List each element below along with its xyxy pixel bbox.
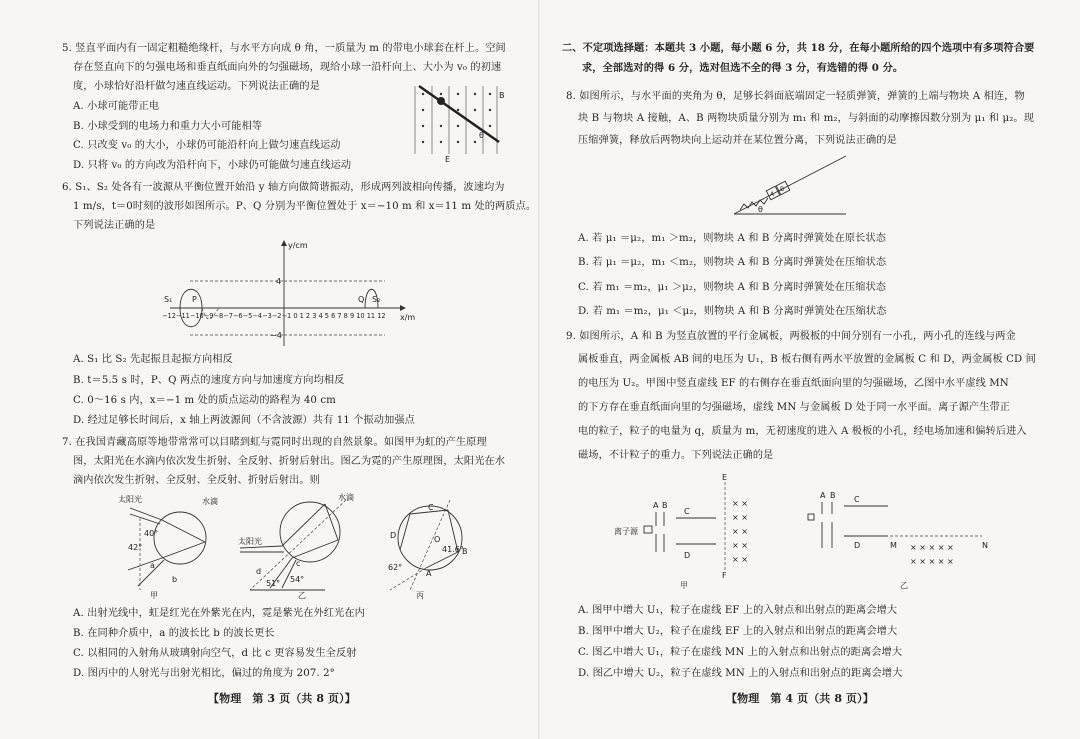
q9-stem-1: 9. 如图所示，A 和 B 为竖直放置的平行金属板，两极板的中间分别有一小孔，两小孔的连线与两金	[566, 331, 1016, 342]
q7-fig2-drop: 水滴	[338, 493, 354, 502]
q9-fig1-e: E	[722, 473, 728, 482]
q6-wave-figure	[160, 238, 430, 348]
q7-stem-2: 图，太阳光在水滴内依次发生折射、全反射、折射后射出。图乙为霓的产生原理图，太阳光在水	[73, 456, 506, 467]
q9-fig1-a: A	[653, 501, 659, 510]
q6-fig-q: Q	[358, 295, 365, 304]
q6-fig-s1: S₁	[164, 295, 173, 304]
q7-fig2-d: d	[256, 567, 262, 576]
q7-fig3-416: 41.6°	[442, 545, 464, 554]
q7-fig2-54: 54°	[290, 575, 305, 584]
q7-fig2-c: c	[296, 559, 301, 568]
q7-fig1-b: b	[172, 575, 178, 584]
q9-stem-6: 磁场，不计粒子的重力。下列说法正确的是	[578, 450, 774, 461]
q7-figures	[110, 490, 490, 600]
q8-incline-figure	[730, 152, 850, 217]
section-2-heading-1: 二、不定项选择题：本题共 3 小题，每小题 6 分，共 18 分，在每小题所给的四个选项中有多项符合要	[562, 42, 1035, 54]
right-page	[540, 0, 1080, 739]
q7-fig3-a: A	[426, 569, 432, 578]
q7-option-a: A. 出射光线中，虹是红光在外紫光在内，霓是紫光在外红光在内	[73, 608, 365, 619]
q7-fig3-o: O	[434, 535, 441, 544]
q6-fig-amp-neg: −4	[270, 331, 282, 340]
q8-fig-b: B	[780, 186, 785, 193]
q9-fig2-a: A	[820, 491, 826, 500]
q6-stem-2: 1 m/s，t＝0时刻的波形如图所示。P、Q 分别为平衡位置处于 x＝−10 m 和 x＝11 m 处的两质点。	[73, 201, 537, 212]
svg-text:× ×: × ×	[732, 527, 748, 536]
q8-stem-3: 压缩弹簧，释放后两物块向上运动并在某位置分离，下列说法正确的是	[578, 135, 897, 146]
q5-figure	[405, 82, 505, 162]
q7-fig3-caption: 丙	[416, 591, 424, 600]
q5-stem-2: 存在竖直向下的匀强电场和垂直纸面向外的匀强磁场，现给小球一沿杆向上、大小为 v₀ 的初速	[73, 62, 502, 73]
q5-option-c: C. 只改变 v₀ 的大小，小球仍可能沿杆向上做匀速直线运动	[73, 140, 341, 151]
q9-figures	[610, 470, 990, 592]
q8-option-c: C. 若 m₁ ＝m₂，μ₁ ＞μ₂，则物块 A 和 B 分离时弹簧处在压缩状态	[578, 282, 887, 293]
svg-text:× ×: × ×	[732, 541, 748, 550]
q5-fig-e-label: E	[445, 155, 451, 164]
q9-fig2-c: C	[854, 495, 860, 504]
q6-fig-s2: S₂	[372, 295, 381, 304]
q8-fig-theta: θ	[758, 205, 763, 214]
q5-option-d: D. 只将 v₀ 的方向改为沿杆向下，小球仍可能做匀速直线运动	[73, 160, 352, 171]
section-2-heading-2: 求，全部选对的得 6 分，选对但选不全的得 3 分，有选错的得 0 分。	[582, 62, 904, 74]
q8-option-a: A. 若 μ₁ ＝μ₂，m₁ ＞m₂，则物块 A 和 B 分离时弹簧处在原长状态	[578, 233, 886, 244]
q8-stem-2: 块 B 与物块 A 接触，A、B 两物块质量分别为 m₁ 和 m₂，与斜面的动摩擦因数分别为 μ₁ 和 μ₂。现	[578, 113, 1034, 124]
q9-fig1-d: D	[684, 551, 691, 560]
q7-fig1-drop: 水滴	[202, 497, 218, 506]
q9-option-c: C. 图乙中增大 U₁，粒子在虚线 MN 上的入射点和出射点的距离会增大	[578, 647, 903, 658]
q9-stem-5: 电的粒子，粒子的电量为 q，质量为 m，无初速度的进入 A 极板的小孔，经电场加速和偏转后进入	[578, 426, 1027, 437]
q9-stem-4: 的下方存在垂直纸面向里的匀强磁场，虚线 MN 与金属板 D 处于同一水平面。离子源产生带正	[578, 402, 1011, 413]
q6-fig-ylabel: y/cm	[288, 241, 308, 250]
q9-option-a: A. 图甲中增大 U₁，粒子在虚线 EF 上的入射点和出射点的距离会增大	[578, 605, 898, 616]
q6-fig-ticks: −12−11−10−9−8−7−6−5−4−3−2−1 0 1 2 3 4 5 6 7 8 9 10 11 12	[162, 312, 386, 320]
q7-fig1-42: 42°	[128, 543, 143, 552]
q7-option-b: B. 在同种介质中，a 的波长比 b 的波长更长	[73, 628, 275, 639]
q6-option-a: A. S₁ 比 S₂ 先起振且起振方向相反	[73, 354, 233, 365]
q6-option-c: C. 0～16 s 内，x＝−1 m 处的质点运动的路程为 40 cm	[73, 395, 336, 406]
q6-fig-amp-pos: 4	[276, 277, 282, 286]
q6-fig-xlabel: x/m	[400, 313, 416, 322]
q9-fig1-source: 离子源	[614, 527, 638, 536]
q6-stem-3: 下列说法正确的是	[73, 220, 156, 231]
q6-option-d: D. 经过足够长时间后，x 轴上两波源间（不含波源）共有 11 个振动加强点	[73, 415, 415, 426]
q8-stem-1: 8. 如图所示，与水平面的夹角为 θ，足够长斜面底端固定一轻质弹簧，弹簧的上端与物块 A 相连，物	[566, 91, 1025, 102]
svg-text:× ×: × ×	[732, 513, 748, 522]
q7-option-c: C. 以相同的入射角从玻璃射向空气，d 比 c 更容易发生全反射	[73, 648, 357, 659]
q7-fig2-caption: 乙	[298, 591, 306, 600]
q9-fig2-n: N	[982, 541, 988, 550]
svg-text:× × × × ×: × × × × ×	[910, 543, 954, 552]
q7-fig3-b: B	[462, 547, 468, 556]
q6-option-b: B. t＝5.5 s 时，P、Q 两点的速度方向与加速度方向均相反	[73, 375, 345, 386]
q7-fig3-c: C	[428, 503, 434, 512]
q9-fig1-b: B	[662, 501, 668, 510]
q9-option-d: D. 图乙中增大 U₂，粒子在虚线 MN 上的入射点和出射点的距离会增大	[578, 668, 903, 679]
q7-fig1-caption: 甲	[150, 591, 158, 600]
q7-fig1-sun: 太阳光	[118, 495, 142, 504]
q7-fig2-sun: 太阳光	[238, 537, 262, 546]
q8-fig-a: A	[770, 191, 775, 198]
q9-stem-3: 的电压为 U₂。甲图中竖直虚线 EF 的右侧存在垂直纸面向里的匀强磁场，乙图中水平虚线 MN	[578, 378, 1009, 389]
q9-fig2-b: B	[830, 491, 836, 500]
svg-text:× ×: × ×	[732, 499, 748, 508]
q7-stem-1: 7. 在我国青藏高原等地带常常可以目睹到虹与霓同时出现的自然景象。如图甲为虹的产生原理	[62, 437, 487, 448]
q9-fig1-f: F	[722, 571, 727, 580]
q5-stem-1: 5. 竖直平面内有一固定粗糙绝缘杆，与水平方向成 θ 角，一质量为 m 的带电小球套在杆上。空间	[62, 43, 506, 54]
q7-option-d: D. 图丙中的人射光与出射光相比，偏过的角度为 207. 2°	[73, 668, 335, 679]
q8-option-d: D. 若 m₁ ＝m₂，μ₁ ＜μ₂，则物块 A 和 B 分离时弹簧处在压缩状态	[578, 306, 887, 317]
q5-fig-theta: θ	[479, 131, 484, 140]
q9-stem-2: 属板垂直，两金属板 AB 间的电压为 U₁，B 板右侧有两水平放置的金属板 C 和 D，两金属板 CD 间	[578, 354, 1036, 365]
q7-fig1-40: 40°	[144, 529, 159, 538]
page-footer-4: 【物理 第 4 页（共 8 页）】	[726, 692, 874, 705]
q9-fig1-c: C	[684, 507, 690, 516]
q9-fig2-caption: 乙	[900, 581, 908, 590]
q5-option-a: A. 小球可能带正电	[73, 101, 160, 112]
q6-fig-p: P	[192, 295, 197, 304]
q9-option-b: B. 图甲中增大 U₂，粒子在虚线 EF 上的入射点和出射点的距离会增大	[578, 626, 898, 637]
q7-fig3-d: D	[390, 531, 397, 540]
svg-text:× × × × ×: × × × × ×	[910, 557, 954, 566]
q9-fig1-caption: 甲	[680, 581, 688, 590]
q9-fig2-d: D	[854, 541, 861, 550]
q7-fig3-62: 62°	[388, 563, 403, 572]
svg-text:× ×: × ×	[732, 555, 748, 564]
page-footer-3: 【物理 第 3 页（共 8 页）】	[208, 692, 356, 705]
q9-fig2-m: M	[890, 541, 897, 550]
q8-option-b: B. 若 μ₁ ＝μ₂，m₁ ＜m₂，则物块 A 和 B 分离时弹簧处在压缩状态	[578, 257, 887, 268]
q7-fig1-a: a	[150, 561, 155, 570]
q7-stem-3: 滴内依次发生折射、全反射、全反射、折射后射出。则	[73, 475, 320, 486]
q7-fig2-51: 51°	[266, 579, 281, 588]
q5-stem-3: 度，小球恰好沿杆做匀速直线运动。下列说法正确的是	[73, 81, 320, 92]
q5-option-b: B. 小球受到的电场力和重力大小可能相等	[73, 121, 263, 132]
q5-fig-b-label: B	[499, 91, 505, 100]
q6-stem-1: 6. S₁、S₂ 处各有一波源从平衡位置开始沿 y 轴方向做简谐振动，形成两列波相向传播，波速均为	[62, 182, 505, 193]
